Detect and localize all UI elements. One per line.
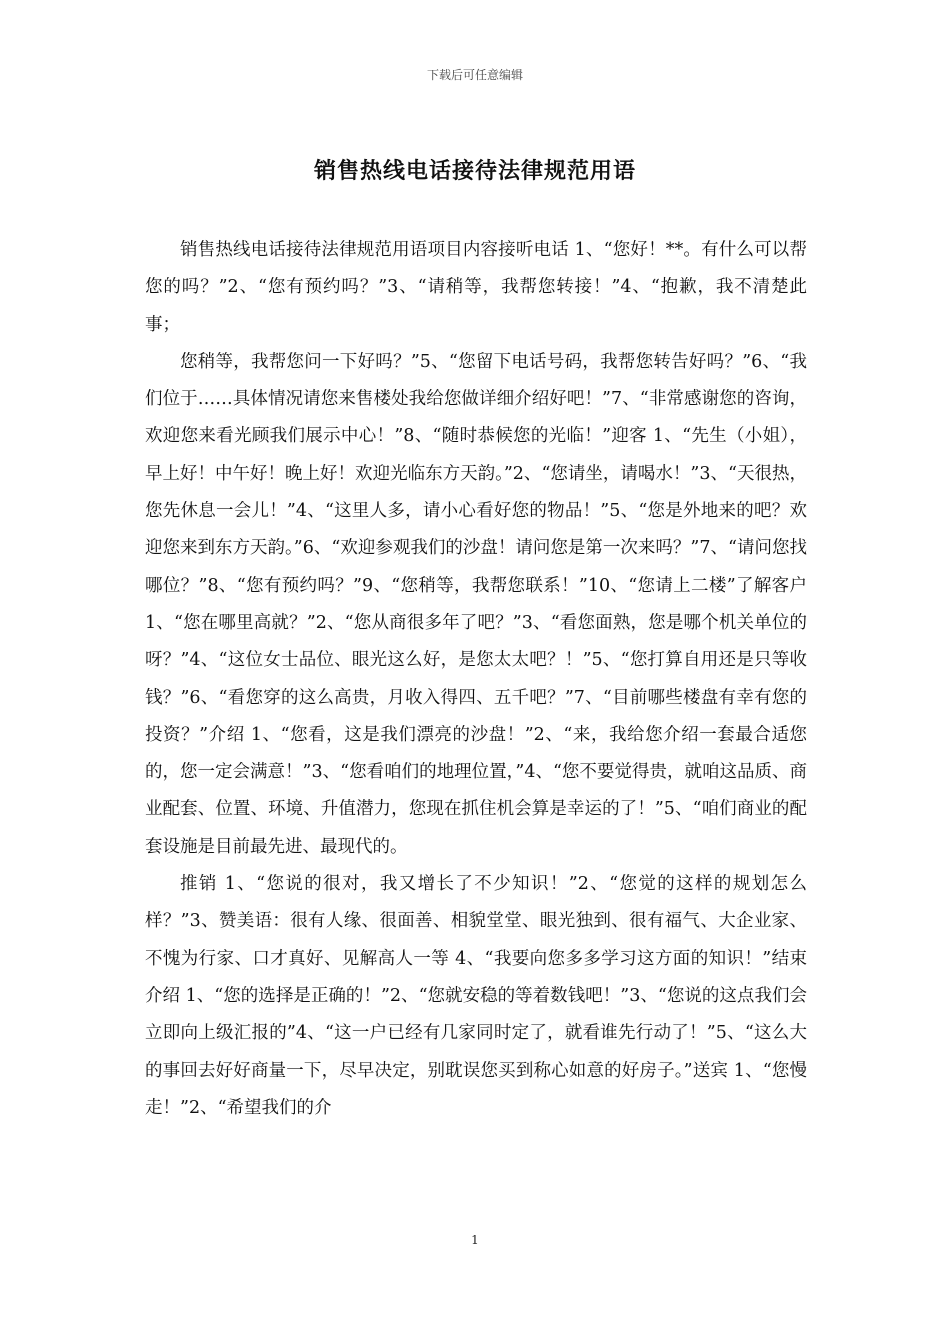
page-number: 1 xyxy=(471,1233,479,1247)
paragraph-2: 您稍等，我帮您问一下好吗？”5、“您留下电话号码，我帮您转告好吗？”6、“我们位于……具体情况请您来售楼处我给您做详细介绍好吧！”7、“非常感谢您的咨询，欢迎您来看光顾我们展示中心！”8、“随时恭候您的光临！”迎客 1、“先生（小姐），早上好！中午好！晚上好！欢迎光临东方天韵。”2、“您请坐，请喝水！”3、“天很热，您先休息一会儿！”4、“这里人多，请小心看好您的物品！”5、“您是外地来的吧？欢迎您来到东方天韵。”6、“欢迎参观我们的沙盘！请问您是第一次来吗？”7、“请问您找哪位？”8、“您有预约吗？”9、“您稍等，我帮您联系！”10、“您请上二楼”了解客户 1、“您在哪里高就？”2、“您从商很多年了吧？”3、“看您面熟，您是哪个机关单位的呀？”4、“这位女士品位、眼光这么好，是您太太吧？！”5、“您打算自用还是只等收钱？”6、“看您穿的这么高贵，月收入得四、五千吧？”7、“目前哪些楼盘有幸有您的投资？”介绍 1、“您看，这是我们漂亮的沙盘！”2、“来，我给您介绍一套最合适您的，您一定会满意！”3、“您看咱们的地理位置，”4、“您不要觉得贵，就咱这品质、商业配套、位置、环境、升值潜力，您现在抓住机会算是幸运的了！”5、“咱们商业的配套设施是目前最先进、最现代的。 xyxy=(145,351,807,857)
paragraph-1: 销售热线电话接待法律规范用语项目内容接听电话 1、“您好！**。有什么可以帮您的吗？”2、“您有预约吗？”3、“请稍等，我帮您转接！”4、“抱歉，我不清楚此事； xyxy=(145,240,807,335)
paragraph-3: 推销 1、“您说的很对，我又增长了不少知识！”2、“您觉的这样的规划怎么样？”3、赞美语：很有人缘、很面善、相貌堂堂、眼光独到、很有福气、大企业家、不愧为行家、口才真好、见解高人一等 4、“我要向您多多学习这方面的知识！”结束介绍 1、“您的选择是正确的！”2、“您就安稳的等着数钱吧！”3、“您说的这点我们会立即向上级汇报的”4、“这一户已经有几家同时定了，就看谁先行动了！”5、“这么大的事回去好好商量一下，尽早决定，别耽误您买到称心如意的好房子。”送宾 1、“您慢走！”2、“希望我们的介 xyxy=(145,874,807,1118)
header-note: 下载后可任意编辑 xyxy=(426,68,523,82)
document-title: 销售热线电话接待法律规范用语 xyxy=(313,159,636,184)
document-body xyxy=(145,232,807,1127)
